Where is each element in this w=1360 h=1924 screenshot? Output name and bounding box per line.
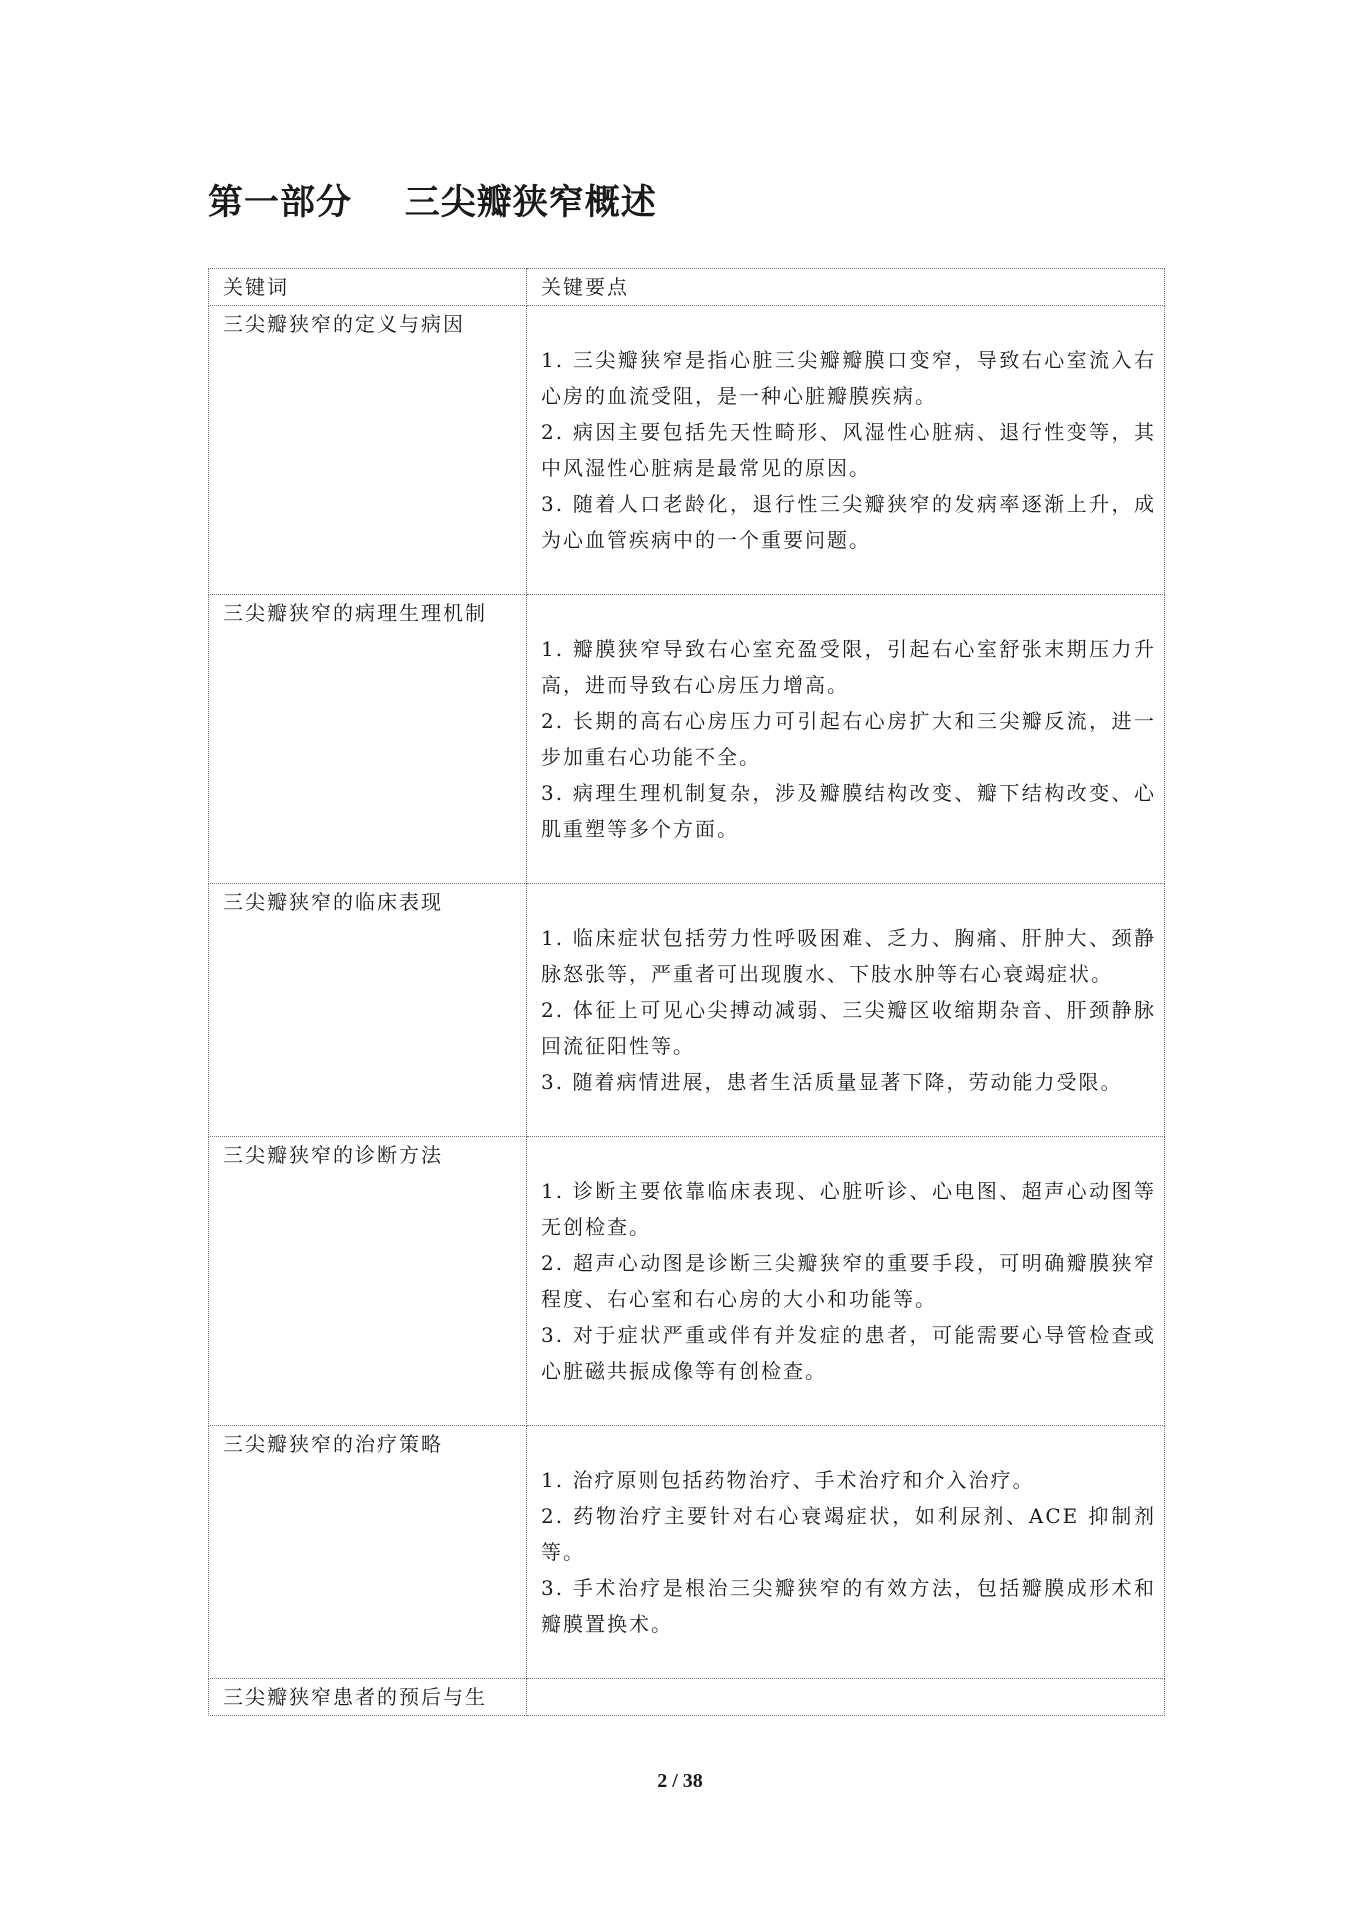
points-cell [527, 1426, 1165, 1679]
points-cell [527, 1137, 1165, 1426]
table-row [209, 1137, 1165, 1426]
key-point: 3. 随着病情进展，患者生活质量显著下降，劳动能力受限。 [541, 1070, 1123, 1094]
key-point: 1. 治疗原则包括药物治疗、手术治疗和介入治疗。 [541, 1468, 1035, 1492]
key-point: 2. 体征上可见心尖搏动减弱、三尖瓣区收缩期杂音、肝颈静脉回流征阳性等。 [541, 998, 1156, 1058]
table-row [209, 595, 1165, 884]
keyword-cell: 三尖瓣狭窄患者的预后与生 [209, 1679, 527, 1716]
key-point: 3. 随着人口老龄化，退行性三尖瓣狭窄的发病率逐渐上升，成为心血管疾病中的一个重要问题。 [541, 492, 1156, 552]
key-point: 2. 病因主要包括先天性畸形、风湿性心脏病、退行性变等，其中风湿性心脏病是最常见的原因。 [541, 420, 1156, 480]
points-cell [527, 1679, 1165, 1716]
key-point: 1. 瓣膜狭窄导致右心室充盈受限，引起右心室舒张末期压力升高，进而导致右心房压力增高。 [541, 637, 1156, 697]
page-title: 第一部分 三尖瓣狭窄概述 [208, 183, 657, 223]
table-row [209, 884, 1165, 1137]
keyword-cell: 三尖瓣狭窄的诊断方法 [209, 1137, 527, 1426]
table-row [209, 306, 1165, 595]
points-cell [527, 884, 1165, 1137]
key-point: 1. 临床症状包括劳力性呼吸困难、乏力、胸痛、肝肿大、颈静脉怒张等，严重者可出现腹水、下肢水肿等右心衰竭症状。 [541, 926, 1156, 986]
keyword-cell: 三尖瓣狭窄的定义与病因 [209, 306, 527, 595]
key-point: 1. 三尖瓣狭窄是指心脏三尖瓣瓣膜口变窄，导致右心室流入右心房的血流受阻，是一种心脏瓣膜疾病。 [541, 348, 1156, 408]
table-row [209, 1426, 1165, 1679]
page-number: 2 / 38 [657, 1770, 703, 1792]
key-point: 2. 长期的高右心房压力可引起右心房扩大和三尖瓣反流，进一步加重右心功能不全。 [541, 709, 1156, 769]
key-point: 2. 超声心动图是诊断三尖瓣狭窄的重要手段，可明确瓣膜狭窄程度、右心室和右心房的大小和功能等。 [541, 1251, 1156, 1311]
header-keyword: 关键词 [209, 269, 527, 306]
key-points-table [208, 268, 1165, 1716]
keyword-cell: 三尖瓣狭窄的治疗策略 [209, 1426, 527, 1679]
key-point: 3. 手术治疗是根治三尖瓣狭窄的有效方法，包括瓣膜成形术和瓣膜置换术。 [541, 1576, 1156, 1636]
header-key-points: 关键要点 [527, 269, 1165, 306]
points-cell [527, 595, 1165, 884]
key-point: 3. 对于症状严重或伴有并发症的患者，可能需要心导管检查或心脏磁共振成像等有创检查。 [541, 1323, 1156, 1383]
table-row [209, 1679, 1165, 1716]
keyword-cell: 三尖瓣狭窄的临床表现 [209, 884, 527, 1137]
key-point: 3. 病理生理机制复杂，涉及瓣膜结构改变、瓣下结构改变、心肌重塑等多个方面。 [541, 781, 1156, 841]
table-header-row [209, 269, 1165, 306]
key-point: 2. 药物治疗主要针对右心衰竭症状，如利尿剂、ACE 抑制剂等。 [541, 1504, 1156, 1564]
points-cell [527, 306, 1165, 595]
keyword-cell: 三尖瓣狭窄的病理生理机制 [209, 595, 527, 884]
key-point: 1. 诊断主要依靠临床表现、心脏听诊、心电图、超声心动图等无创检查。 [541, 1179, 1156, 1239]
